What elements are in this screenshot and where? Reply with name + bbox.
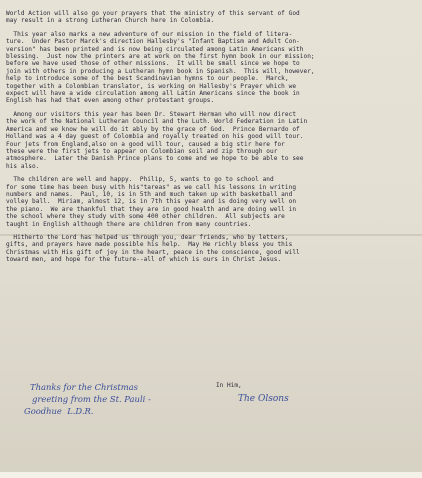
letter-line: for some time has been busy with his"tareas" as we call his lessons in writing (6, 183, 297, 191)
letter-line: blessing. Just now the printers are at work on the first hymn book in our mission; (6, 53, 315, 61)
letter-body (6, 10, 418, 270)
handwritten-note-line-3: Goodhue L.D.R. (24, 406, 94, 416)
letter-paragraph (6, 31, 418, 105)
letter-line: together with a Colombian translator, is working on Hallesby's Prayer which we (6, 82, 297, 90)
letter-line: Hitherto the Lord has helped us through you, dear friends, who by letters, (6, 233, 289, 241)
letter-line: help to introduce some of the best Scandinavian hymns to our people. Marck, (6, 75, 289, 83)
letter-paragraph (6, 234, 418, 264)
letter-paragraph (6, 111, 418, 170)
letter-line: before we have used those of other missions. It will be small since we hope to (6, 60, 300, 68)
letter-line: the work of the National Lutheran Council and the Luth. World Federation in Latin (6, 118, 308, 126)
letter-line: Four jets from England,also on a good will tour, caused a big stir here for (6, 140, 285, 148)
letter-line: volley ball. Miriam, almost 12, is in 7th this year and is doing very well on (6, 198, 297, 206)
letter-line: expect will have a wide circulation among all Latin Americans since the book in (6, 90, 300, 98)
letter-line: gifts, and prayers have made possible his help. May He richly bless you this (6, 241, 293, 249)
letter-line: join with others in producing a Lutheran hymn book in Spanish. This will, however, (6, 67, 315, 75)
letter-line: English has had that even among other protestant groups. (6, 97, 215, 105)
letter-line: toward men, and hope for the future--all of which is ours in Christ Jesus. (6, 256, 282, 264)
closing-text: In Him, (216, 382, 242, 389)
letter-line: may result in a strong Lutheran Church here in Colombia. (6, 17, 215, 25)
letter-line: atmosphere. Later the Danish Prince plans to come and we hope to be able to see (6, 155, 304, 163)
letter-line: these were the first jets to appear on Colombian soil and zip through our (6, 147, 278, 155)
handwritten-signature: The Olsons (238, 394, 289, 404)
letter-line: America and we know he will do it ably by the grace of God. Prince Bernardo of (6, 125, 300, 133)
letter-line: his also. (6, 162, 40, 170)
letter-line: World Action will also go your prayers that the ministry of this servant of God (6, 10, 300, 17)
letter-line: This year also marks a new adventure of our mission in the field of litera- (6, 30, 293, 38)
letter-line: the piano. We are thankful that they are in good health and are doing well in (6, 205, 297, 213)
handwritten-note-line-1: Thanks for the Christmas (30, 382, 138, 392)
paper-edge (0, 472, 422, 478)
letter-line: The children are well and happy. Philip, 5, wants to go to school and (6, 176, 274, 184)
letter-line: version" has been printed and is now being circulated among Latin Americans with (6, 45, 304, 53)
letter-line: the school where they study with some 400 other children. All subjects are (6, 213, 285, 221)
letter-line: Christmas with His gift of joy in the heart, peace in the conscience, good will (6, 248, 300, 256)
letter-paragraph (6, 176, 418, 228)
letter-line: numbers and names. Paul, 10, is in 5th and much taken up with basketball and (6, 190, 293, 198)
letter-line: ture. Under Pastor Marck's direction Hallesby's "Infant Baptism and Adult Con- (6, 38, 300, 46)
signature-block (6, 382, 418, 422)
letter-line: Among our visitors this year has been Dr. Stewart Herman who will now direct (6, 110, 297, 118)
handwritten-note-line-2: greeting from the St. Pauli - (32, 394, 151, 404)
letter-paragraph (6, 10, 418, 25)
letter-line: taught in English although there are children from many countries. (6, 220, 252, 228)
letter-line: Holland was a 4 day guest of Colombia and royally treated on his good will tour. (6, 133, 304, 141)
